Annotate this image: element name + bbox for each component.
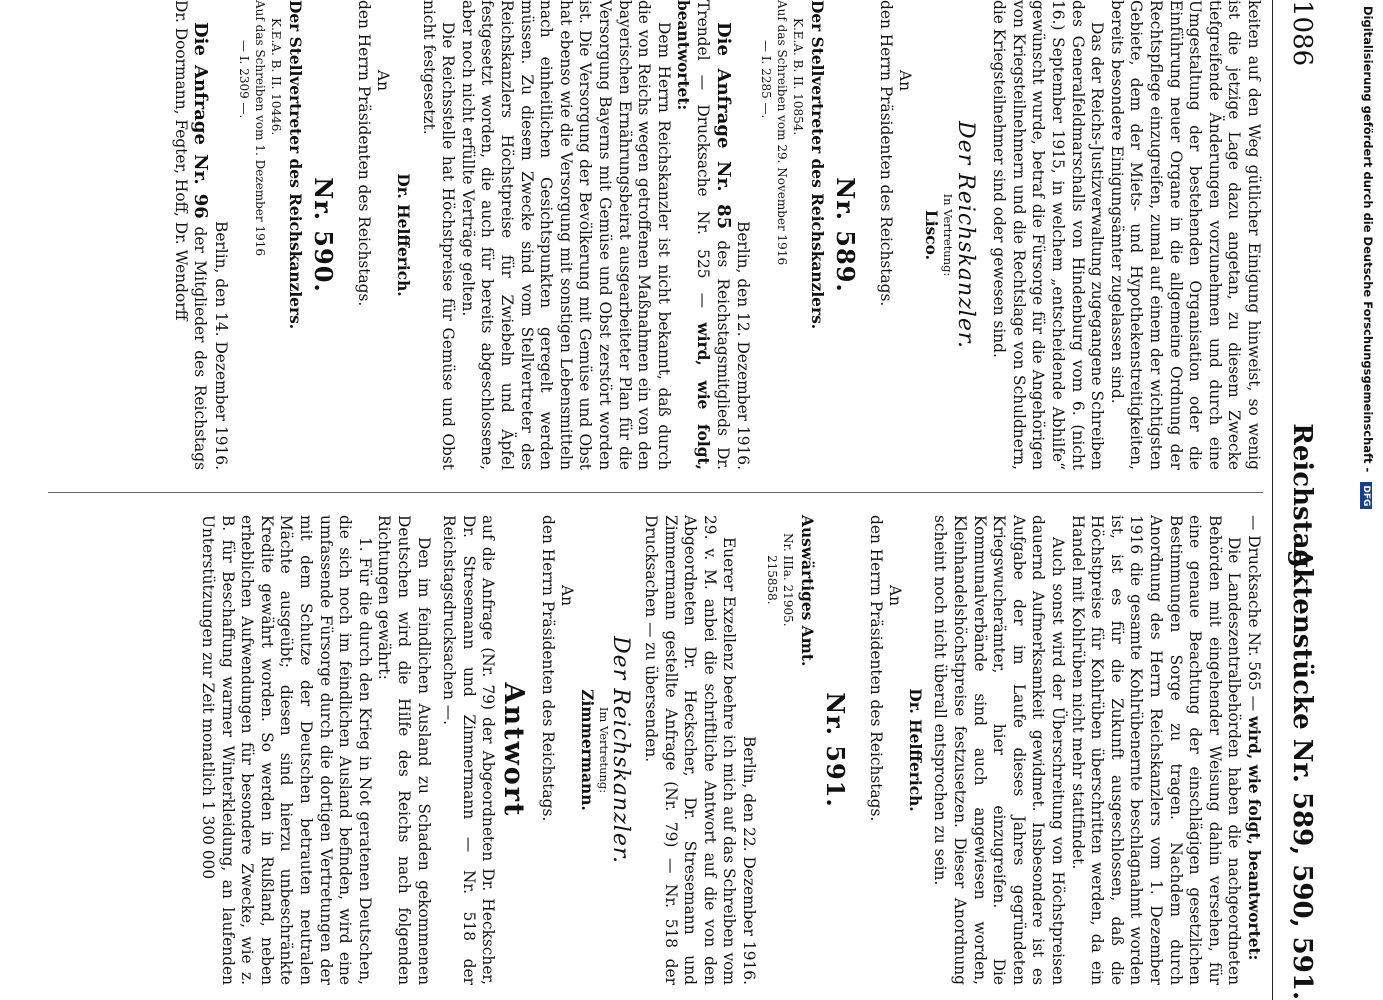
paragraph: keiten auf den Weg gütlicher Einigung hinweist, so wenig ist die jetzige Lage dazu angetan, zu diesem Zwecke tiefgreifende Änderungen vorzunehmen und durch eine Umgestaltung der bestehenden Organisation oder die Einführung neuer Organe in die allgemeine Ordnung der Rechtspflege einzugreifen, zumal auf einem der wichtigsten Gebiete, dem der Miets- und Hypothekenstreitigkeiten, bereits besondere Einigungsämter zugelassen sind. [1107, 0, 1263, 470]
inquiry-text: des Reichstagsmitglieds Dr. Trendel — Drucksache Nr. 525 — [693, 0, 732, 470]
header-section: Aktenstücke Nr. 589, 590, 591. [1287, 548, 1317, 1000]
sender: Auswärtiges Amt. [797, 515, 816, 667]
paragraph: Das der Reichs-Justizverwaltung zugegangene Schreiben des Generalfeldmarschalls von Hindenburg vom 6. (nicht 16.) September 1915, in welchem „entscheidende Abhilfe“ gewünscht wurde, betraf die Fürsorge für die Angehörigen von Kriegsteilnehmern und die Rechtslage von Schuldnern, die Kriegsteilnehmer sind oder gewesen sind. [990, 0, 1107, 470]
credit-text: Digitalisierung gefördert durch die Deutsche Forschungsgemeinschaft - [1361, 6, 1375, 473]
signature-name: Dr. Helfferich. [394, 173, 413, 297]
page-number: 1086 [1287, 0, 1317, 67]
signature-representation: In Vertretung: [941, 193, 956, 277]
address-recipient: den Herrn Präsidenten des Reichstags. [538, 515, 557, 822]
signature-name: Zimmermann. [577, 689, 596, 811]
signature-title: Der Reichskanzler. [608, 636, 634, 864]
address-an: An [896, 70, 915, 92]
address-recipient: den Herrn Präsidenten des Reichstags. [354, 0, 373, 307]
address-an: An [558, 585, 577, 607]
inquiry-verdict: wird, wie folgt, beantwortet: [1245, 715, 1263, 961]
signature-name: Dr. Helfferich. [905, 688, 924, 812]
date: Berlin, den 14. Dezember 1916. [212, 221, 231, 470]
answer-heading: Antwort [498, 682, 529, 818]
paragraph: Dem Herrn Reichskanzler ist nicht bekannt, daß durch die von Reichs wegen getroffenen Maßnahmen ein von den bayerischen Ernährungsbeirat ausgearbeiteter Plan für die Versorgung Bayerns mit Gemüse und Obst zerstört worden ist. Die Versorgung der Bevölkerung mit Gemüse und Obst hat ebenso wie die Versorgung mit sonstigen Lebensmitteln nach einheitlichen Gesichtspunkten geregelt werden müssen. Zu diesem Zwecke sind vom Stellvertreter des Reichskanzlers Höchstpreise für Zwiebeln und Äpfel festgesetzt worden, die auch für bereits abgeschlossene, aber noch nicht erfüllte Verträge gelten. [458, 0, 673, 470]
reference: — I. 2309 —. [237, 40, 252, 119]
document-number: Nr. 591. [821, 692, 851, 808]
inquiry-text: — Drucksache Nr. 565 — [1245, 515, 1263, 712]
sender: Der Stellvertreter des Reichskanzlers. [285, 0, 304, 330]
document-number: Nr. 590. [309, 177, 339, 293]
date: Berlin, den 22. Dezember 1916. [739, 736, 758, 985]
signature-representation: Im Vertretung: [596, 706, 611, 794]
paragraph: Die Reichsstelle hat Höchstpreise für Gemüse und Obst nicht festgesetzt. [419, 0, 458, 470]
address-an: An [886, 585, 905, 607]
right-column [198, 515, 1264, 985]
reference: K.E.A. B. II. 10854. [791, 18, 806, 136]
paragraph: Auch sonst wird der Überschreitung von Höchstpreisen dauernd Aufmerksamkeit gewidmet. Insbesondere ist es Aufgabe der im Laufe dieses Jahres gegründeten Kriegswucherämter, hier einzugreifen. Die Kommunalverbände sind auch angewiesen worden, Kleinhandelshöchstpreise festzusetzen. Dieser Anordnung scheint noch nicht überall entsprochen zu sein. [931, 515, 1068, 985]
inquiry-text: der Mitglieder des Reichstags Dr. Doormann, Fegter, Hoff, Dr. Wendorff [171, 0, 210, 470]
paragraph: Die Landeszentralbehörden haben die nachgeordneten Behörden mit eingehender Weisung dahin versehen, für eine genaue Beachtung der einschlägigen gesetzlichen Bestimmungen Sorge zu tragen. Nachdem durch Anordnung des Herrn Reichskanzlers vom 1. Dezember 1916 die gesamte Kohlrübenernte beschlagnahmt worden ist, ist es für die Zukunft ausgeschlossen, daß die Höchstpreise für Kohlrüben überschritten werden, da ein Handel mit Kohlrüben nicht mehr stattfindet. [1068, 515, 1244, 985]
signature-title: Der Reichskanzler. [952, 121, 978, 349]
address-recipient: den Herrn Präsidenten des Reichstags. [866, 515, 885, 822]
sender: Der Stellvertreter des Reichskanzlers. [807, 0, 826, 330]
left-column [170, 0, 1263, 470]
digitization-credit [1341, 6, 1381, 646]
rotated-page [25, 0, 1325, 1000]
signature-name: Lisco. [922, 209, 941, 261]
inquiry-lead: Die Anfrage Nr. 85 [712, 22, 734, 230]
reference: Nr. IIIa. 21905. [780, 533, 795, 627]
reference: — I. 2285 —. [759, 40, 774, 119]
reference: Auf das Schreiben vom 29. November 1916 [775, 0, 790, 266]
answer-subtitle: auf die Anfrage (Nr. 79) der Abgeordneten Dr. Heckscher, Dr. Stresemann und Zimmermann — Nr. 518 der Reichstagsdrucksachen —. [440, 515, 498, 985]
dfg-logo: DFG [1360, 482, 1372, 509]
header-title: Reichstag. [1287, 423, 1317, 577]
reference: 215858. [764, 555, 779, 605]
inquiry-lead: Die Anfrage Nr. 96 [190, 22, 212, 219]
paragraph: 1. Für die durch den Krieg in Not geratenen Deutschen, die sich noch im feindlichen Ausland befinden, wird eine umfassende Fürsorge durch die dortigen Vertretungen der mit dem Schutze der Deutschen betrauten neutralen Mächte ausgeübt; diesen sind hierzu unbeschränkte Kredite gewährt worden. So werden in Rußland, neben erheblichen Aufwendungen für besondere Zwecke, wie z. B. für Beschaffung warmer Winterkleidung, an laufenden Unterstützungen zur Zeit monatlich 1 300 000 [199, 515, 374, 985]
date: Berlin, den 12. Dezember 1916. [734, 221, 753, 470]
reference: K.E.A. B. II. 10446. [269, 18, 284, 136]
running-header [1277, 0, 1317, 1000]
paragraph: Den im feindlichen Ausland zu Schaden gekommenen Deutschen wird die Hilfe des Reichs nach folgenden Richtungen gewährt: [375, 515, 433, 985]
paragraph: Euerer Exzellenz beehre ich mich auf das Schreiben vom 29. v. M. anbei die schriftliche Antwort auf die von den Abgeordneten Dr. Heckscher, Dr. Stresemann und Zimmermann gestellte Anfrage (Nr. 79) — Nr. 518 der Drucksachen — zu übersenden. [641, 515, 739, 985]
reference: Auf das Schreiben vom 1. Dezember 1916 [253, 0, 268, 256]
document-number: Nr. 589. [831, 177, 861, 293]
header-rule [1272, 0, 1273, 1000]
address-an: An [374, 70, 393, 92]
inquiry-verdict: wird, wie folgt, beantwortet: [674, 0, 712, 471]
address-recipient: den Herrn Präsidenten des Reichstags. [876, 0, 895, 307]
column-divider [48, 492, 1263, 493]
